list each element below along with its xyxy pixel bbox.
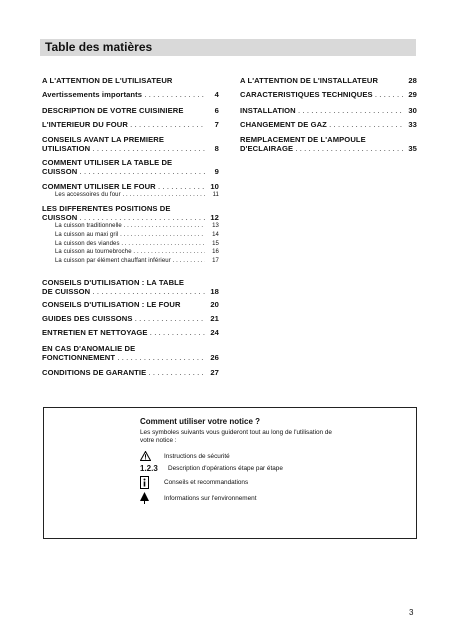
- toc-subentry-page: 16: [212, 249, 219, 256]
- toc-page-number: 4: [214, 90, 219, 99]
- legend-label: Description d'opérations étape par étape: [168, 465, 283, 472]
- toc-entry-title: CUISSON . . .: [42, 167, 205, 176]
- toc-entry-title-line: REMPLACEMENT DE L'AMPOULE: [240, 135, 366, 144]
- toc-page-number: 24: [210, 328, 219, 337]
- toc-subentry: [42, 231, 219, 240]
- toc-entry-title: INSTALLATION . . .: [240, 106, 403, 115]
- toc-subentry-page: 17: [212, 258, 219, 265]
- toc-entry-conseils-four: [42, 300, 219, 309]
- toc-entry-title: A L'ATTENTION DE L'INSTALLATEUR: [240, 76, 379, 85]
- toc-subentry-title: Les accessoires du four . . .: [55, 191, 205, 200]
- toc-subentry-title: La cuisson au maxi gril . . .: [55, 231, 205, 240]
- notice-title: Comment utiliser votre notice ?: [140, 417, 261, 426]
- toc-entry-title: CARACTERISTIQUES TECHNIQUES . . .: [240, 90, 403, 99]
- toc-page-number: 29: [408, 90, 417, 99]
- toc-subentry-title: La cuisson par élément chauffant inférieur . . .: [55, 257, 205, 266]
- page-number: 3: [409, 608, 414, 617]
- toc-entry-title: UTILISATION . . .: [42, 144, 205, 153]
- legend-label: Conseils et recommandations: [164, 479, 249, 486]
- page-title: Table des matières: [45, 40, 153, 54]
- toc-entry-title: CONDITIONS DE GARANTIE . . .: [42, 368, 205, 377]
- toc-page-number: 33: [408, 120, 417, 129]
- toc-page-number: 28: [408, 76, 417, 85]
- toc-entry-avertissements: [42, 90, 219, 99]
- toc-page-number: 12: [210, 213, 219, 222]
- toc-entry-title: CHANGEMENT DE GAZ . . .: [240, 120, 403, 129]
- toc-page-number: 9: [214, 167, 219, 176]
- toc-page-number: 6: [214, 106, 219, 115]
- toc-entry-garantie: [42, 368, 219, 377]
- legend-item-steps: [140, 464, 283, 473]
- toc-entry-title: Avertissements importants . . .: [42, 90, 205, 99]
- toc-subentry-title: La cuisson traditionnelle . . .: [55, 222, 205, 231]
- toc-page-number: 18: [210, 287, 219, 296]
- legend-label: Instructions de sécurité: [164, 452, 230, 460]
- toc-subentry: [42, 248, 219, 257]
- toc-subentry: [42, 240, 219, 249]
- toc-entry-title-line: CONSEILS AVANT LA PREMIERE: [42, 135, 164, 144]
- toc-page-number: 35: [408, 144, 417, 153]
- info-tip-icon: [140, 476, 164, 489]
- toc-entry-title: CONSEILS D'UTILISATION : LE FOUR: [42, 300, 181, 309]
- toc-page-number: 21: [210, 314, 219, 323]
- toc-entry-conseils-table: [42, 278, 219, 296]
- toc-subentry-page: 13: [212, 223, 219, 229]
- toc-entry-guides: [42, 314, 219, 323]
- toc-page-number: 30: [408, 106, 417, 115]
- toc-subentry-page: 11: [212, 192, 219, 198]
- tree-environment-icon: [140, 492, 164, 504]
- toc-subentry: [42, 222, 219, 231]
- toc-subentry: [42, 191, 219, 200]
- warning-triangle-icon: [140, 451, 164, 461]
- toc-subentry: [42, 257, 219, 266]
- toc-entry-title: DESCRIPTION DE VOTRE CUISINIERE: [42, 106, 184, 115]
- toc-entry-title: L'INTERIEUR DU FOUR . . .: [42, 120, 205, 129]
- toc-subentry-page: 15: [212, 240, 219, 247]
- toc-entry-title: GUIDES DES CUISSONS . . .: [42, 314, 205, 323]
- toc-entry-title: ENTRETIEN ET NETTOYAGE . . .: [42, 328, 205, 337]
- toc-entry-gaz: [240, 120, 417, 129]
- toc-entry-title-line: EN CAS D'ANOMALIE DE: [42, 344, 136, 353]
- toc-subentry-title: La cuisson au tournebroche . . .: [55, 248, 205, 257]
- toc-entry-title: A L'ATTENTION DE L'UTILISATEUR: [42, 76, 173, 85]
- toc-entry-anomalie: [42, 344, 219, 362]
- legend-item-tips: [140, 476, 248, 489]
- toc-entry-conseils-premiere: [42, 135, 219, 153]
- toc-entry-interieur: [42, 120, 219, 129]
- steps-number-icon: 1.2.3: [140, 464, 158, 473]
- toc-subentry-page: 14: [212, 231, 219, 238]
- toc-subentry-title: La cuisson des viandes . . .: [55, 240, 205, 249]
- legend-item-environment: [140, 492, 257, 504]
- toc-entry-table-cuisson: [42, 158, 219, 176]
- toc-entry-caracteristiques: [240, 90, 417, 99]
- toc-page-number: 10: [210, 182, 219, 191]
- toc-entry-ampoule: [240, 135, 417, 153]
- toc-entry-title-line: CONSEILS D'UTILISATION : LA TABLE: [42, 278, 185, 287]
- toc-entry-attention-installateur: [240, 76, 417, 85]
- toc-entry-entretien: [42, 328, 219, 337]
- section-title-bar: [40, 39, 416, 56]
- toc-entry-description: [42, 106, 219, 115]
- toc-page-number: 27: [210, 368, 219, 377]
- toc-entry-title: D'ECLAIRAGE . . .: [240, 144, 403, 153]
- toc-page-number: 8: [214, 144, 219, 153]
- toc-entry-attention-utilisateur: [42, 76, 219, 85]
- toc-page-number: 20: [210, 300, 219, 309]
- toc-page-number: 26: [210, 353, 219, 362]
- toc-entry-installation: [240, 106, 417, 115]
- toc-entry-utiliser-four: [42, 182, 219, 200]
- toc-entry-title: FONCTIONNEMENT . . .: [42, 353, 205, 362]
- notice-box: [43, 407, 417, 539]
- toc-entry-title: COMMENT UTILISER LE FOUR . . .: [42, 182, 205, 191]
- toc-entry-positions-cuisson: [42, 204, 219, 266]
- notice-intro: Les symboles suivants vous guideront tout au long de l'utilisation de votre notice :: [140, 429, 332, 444]
- toc-entry-title: CUISSON . . .: [42, 213, 205, 222]
- toc-page-number: 7: [214, 120, 219, 129]
- toc-entry-title-line: COMMENT UTILISER LA TABLE DE: [42, 158, 173, 167]
- legend-label: Informations sur l'environnement: [164, 494, 257, 502]
- legend-item-safety: [140, 451, 230, 461]
- toc-entry-title: DE CUISSON . . .: [42, 287, 205, 296]
- toc-entry-title-line: LES DIFFERENTES POSITIONS DE: [42, 204, 171, 213]
